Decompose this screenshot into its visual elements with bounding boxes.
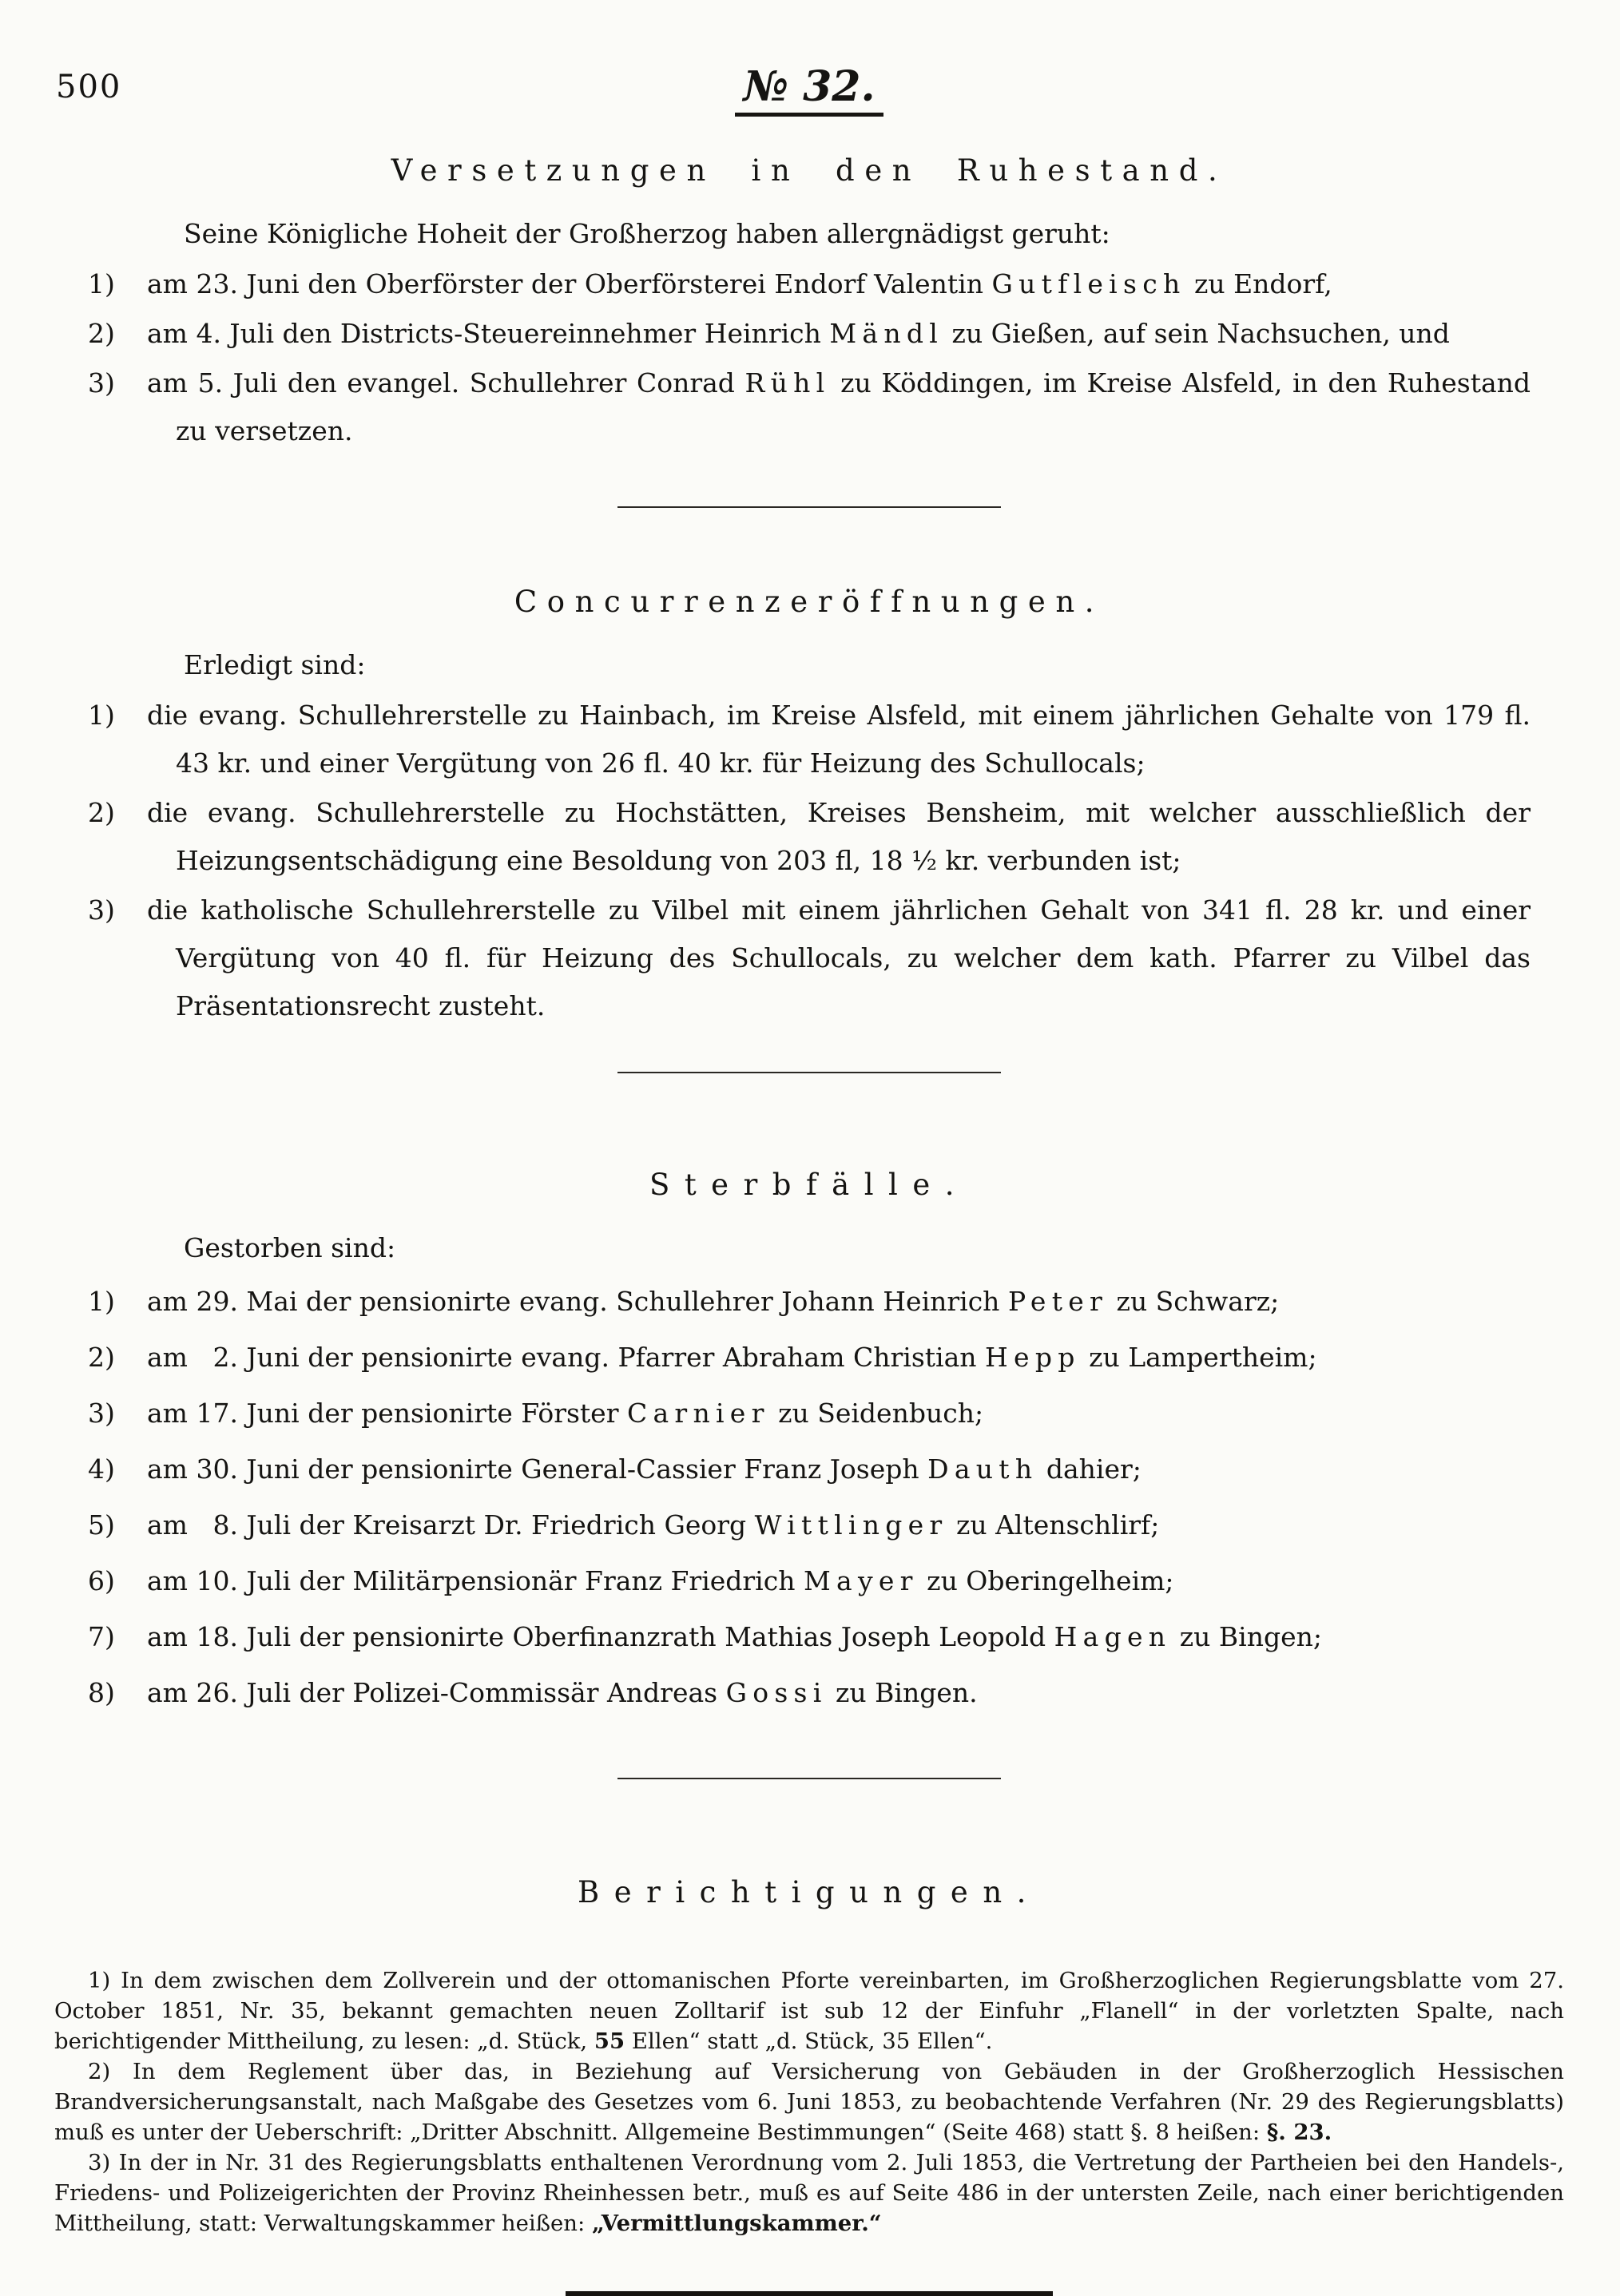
list-item xyxy=(88,260,1531,308)
list-item xyxy=(88,1666,1531,1720)
item-text: die evang. Schullehrerstelle zu Hainbach, im Kreise Alsfeld, mit einem jährlichen Gehalte von 179 fl. 43 kr. und einer Vergütung von 26 fl. 40 kr. für Heizung des Schullocals; xyxy=(147,700,1531,779)
emphasized-name: Gutfleisch xyxy=(991,268,1186,299)
item-number: 3) xyxy=(88,1398,115,1429)
item-text: am 2. Juni der pensionirte evang. Pfarrer Abraham Christian xyxy=(147,1342,986,1373)
section-heading-berichtigungen: Berichtigungen. xyxy=(578,1875,1041,1909)
item-number: 2) xyxy=(88,797,115,828)
item-number: 6) xyxy=(88,1565,115,1596)
item-text: zu Endorf, xyxy=(1185,268,1332,299)
emphasized-name: Dauth xyxy=(927,1453,1038,1485)
item-text: die katholische Schullehrerstelle zu Vilbel mit einem jährlichen Gehalt von 341 fl. 28 kr. und einer Vergütung von 40 fl. für Heizung des Schullocals, zu welcher dem kath. Pfarrer zu Vilbel das Präsentationsrecht zusteht. xyxy=(147,894,1531,1021)
item-text: am 26. Juli der Polizei-Commissär Andreas xyxy=(147,1677,726,1708)
list-item xyxy=(88,692,1531,787)
item-number: 8) xyxy=(88,1677,115,1708)
section-divider xyxy=(617,1778,1001,1779)
item-text: am 8. Juli der Kreisarzt Dr. Friedrich Georg xyxy=(147,1509,755,1541)
item-number: 3) xyxy=(88,367,115,399)
list-item xyxy=(88,1610,1531,1664)
item-number: 1) xyxy=(88,700,115,731)
emphasized-name: Peter xyxy=(1007,1286,1109,1317)
footnote xyxy=(54,2056,1564,2147)
item-number: 5) xyxy=(88,1509,115,1541)
item-text: zu Schwarz; xyxy=(1108,1286,1280,1317)
item-number: 2) xyxy=(88,1342,115,1373)
page-end-rule xyxy=(566,2291,1053,2296)
emphasized-name: Mayer xyxy=(803,1565,919,1596)
item-number: 3) xyxy=(88,894,115,926)
item-text: zu Altenschlirf; xyxy=(947,1509,1160,1541)
emphasized-name: Hepp xyxy=(985,1342,1081,1373)
item-text: am 5. Juli den evangel. Schullehrer Conrad xyxy=(147,367,745,399)
list-item xyxy=(88,1275,1531,1329)
item-text: die evang. Schullehrerstelle zu Hochstätten, Kreises Bensheim, mit welcher ausschließlich der Heizungsentschädigung eine Besoldung von 203 fl, 18 ½ kr. verbunden ist; xyxy=(147,797,1531,876)
section-divider xyxy=(617,506,1001,508)
sterbfaelle-list xyxy=(88,1275,1531,1720)
list-item xyxy=(88,1330,1531,1385)
masthead xyxy=(56,62,1531,134)
footnote-text: 2) In dem Reglement über das, in Beziehung auf Versicherung von Gebäuden in der Großherzoglich Hessischen Brandversicherungsanstalt, nach Maßgabe des Gesetzes vom 6. Juni 1853, zu beobachtende Verfahren (Nr. 29 des Regierungsblatts) muß es unter der Ueberschrift: „Dritter Abschnitt. Allgemeine Bestimmungen“ (Seite 468) statt §. 8 heißen: xyxy=(54,2059,1564,2145)
item-text: am 30. Juni der pensionirte General-Cassier Franz Joseph xyxy=(147,1453,928,1485)
item-text: am 18. Juli der pensionirte Oberfinanzrath Mathias Joseph Leopold xyxy=(147,1621,1054,1652)
footnote-bold-text: „Vermittlungskammer.“ xyxy=(592,2211,882,2236)
issue-wrap xyxy=(88,62,1531,117)
list-item xyxy=(88,789,1531,885)
section-heading-sterbfaelle: Sterbfälle. xyxy=(649,1168,970,1202)
item-text: dahier; xyxy=(1038,1453,1142,1485)
item-text: am 17. Juni der pensionirte Förster xyxy=(147,1398,627,1429)
section-heading-concurrenzen: Concurrenzeröffnungen. xyxy=(514,585,1105,619)
item-text: zu Seidenbuch; xyxy=(769,1398,984,1429)
list-item xyxy=(88,1498,1531,1552)
item-text: zu Köddingen, im Kreise Alsfeld, in den Ruhestand zu versetzen. xyxy=(176,367,1531,446)
emphasized-name: Gossi xyxy=(725,1677,828,1708)
item-text: zu Gießen, auf sein Nachsuchen, und xyxy=(943,318,1450,349)
item-text: am 4. Juli den Districts-Steuereinnehmer Heinrich xyxy=(147,318,830,349)
item-number: 1) xyxy=(88,268,115,299)
list-item xyxy=(88,1442,1531,1497)
emphasized-name: Hagen xyxy=(1054,1621,1172,1652)
item-text: am 23. Juni den Oberförster der Oberförsterei Endorf Valentin xyxy=(147,268,992,299)
item-text: zu Bingen; xyxy=(1171,1621,1322,1652)
ruhestand-list xyxy=(88,260,1531,455)
section-divider xyxy=(617,1072,1001,1073)
emphasized-name: Carnier xyxy=(626,1398,770,1429)
corrections-notes xyxy=(54,1965,1564,2239)
section-intro-sterbfaelle: Gestorben sind: xyxy=(184,1232,396,1263)
item-text: am 10. Juli der Militärpensionär Franz Friedrich xyxy=(147,1565,804,1596)
emphasized-name: Rühl xyxy=(744,367,831,399)
list-item xyxy=(88,886,1531,1030)
footnote-text: 3) In der in Nr. 31 des Regierungsblatts enthaltenen Verordnung vom 2. Juli 1853, die Vertretung der Partheien bei den Handels-, Friedens- und Polizeigerichten der Provinz Rheinhessen betr., muß es auf Seite 486 in der untersten Zeile, nach einer berichtigenden Mittheilung, statt: Verwaltungskammer heißen: xyxy=(54,2150,1564,2236)
section-heading-ruhestand: Versetzungen in den Ruhestand. xyxy=(391,153,1228,188)
item-text: zu Lampertheim; xyxy=(1080,1342,1317,1373)
footnote-text: 1) In dem zwischen dem Zollverein und der ottomanischen Pforte vereinbarten, im Großherzoglichen Regierungsblatte vom 27. October 1851, Nr. 35, bekannt gemachten neuen Zolltarif ist sub 12 der Einfuhr „Flanell“ in der vorletzten Spalte, nach berichtigender Mittheilung, zu lesen: „d. Stück, xyxy=(54,1968,1564,2054)
footnote-bold-text: 55 xyxy=(594,2028,625,2054)
page-number: 500 xyxy=(56,69,122,105)
issue-number: № 32. xyxy=(735,62,883,117)
concurrenzen-list xyxy=(88,692,1531,1030)
list-item xyxy=(88,1386,1531,1441)
list-item xyxy=(88,310,1531,358)
emphasized-name: Wittlinger xyxy=(754,1509,948,1541)
footnote-text: Ellen“ statt „d. Stück, 35 Ellen“. xyxy=(625,2028,993,2054)
item-text: zu Oberingelheim; xyxy=(918,1565,1174,1596)
list-item xyxy=(88,359,1531,455)
item-text: am 29. Mai der pensionirte evang. Schullehrer Johann Heinrich xyxy=(147,1286,1008,1317)
item-number: 1) xyxy=(88,1286,115,1317)
footnote xyxy=(54,1965,1564,2056)
item-number: 4) xyxy=(88,1453,115,1485)
item-text: zu Bingen. xyxy=(827,1677,978,1708)
section-intro-concurrenzen: Erledigt sind: xyxy=(184,649,366,680)
item-number: 2) xyxy=(88,318,115,349)
footnote-bold-text: §. 23. xyxy=(1266,2120,1332,2145)
footnote xyxy=(54,2147,1564,2239)
list-item xyxy=(88,1554,1531,1608)
section-intro-ruhestand: Seine Königliche Hoheit der Großherzog haben allergnädigst geruht: xyxy=(184,218,1110,249)
emphasized-name: Mändl xyxy=(829,318,944,349)
item-number: 7) xyxy=(88,1621,115,1652)
